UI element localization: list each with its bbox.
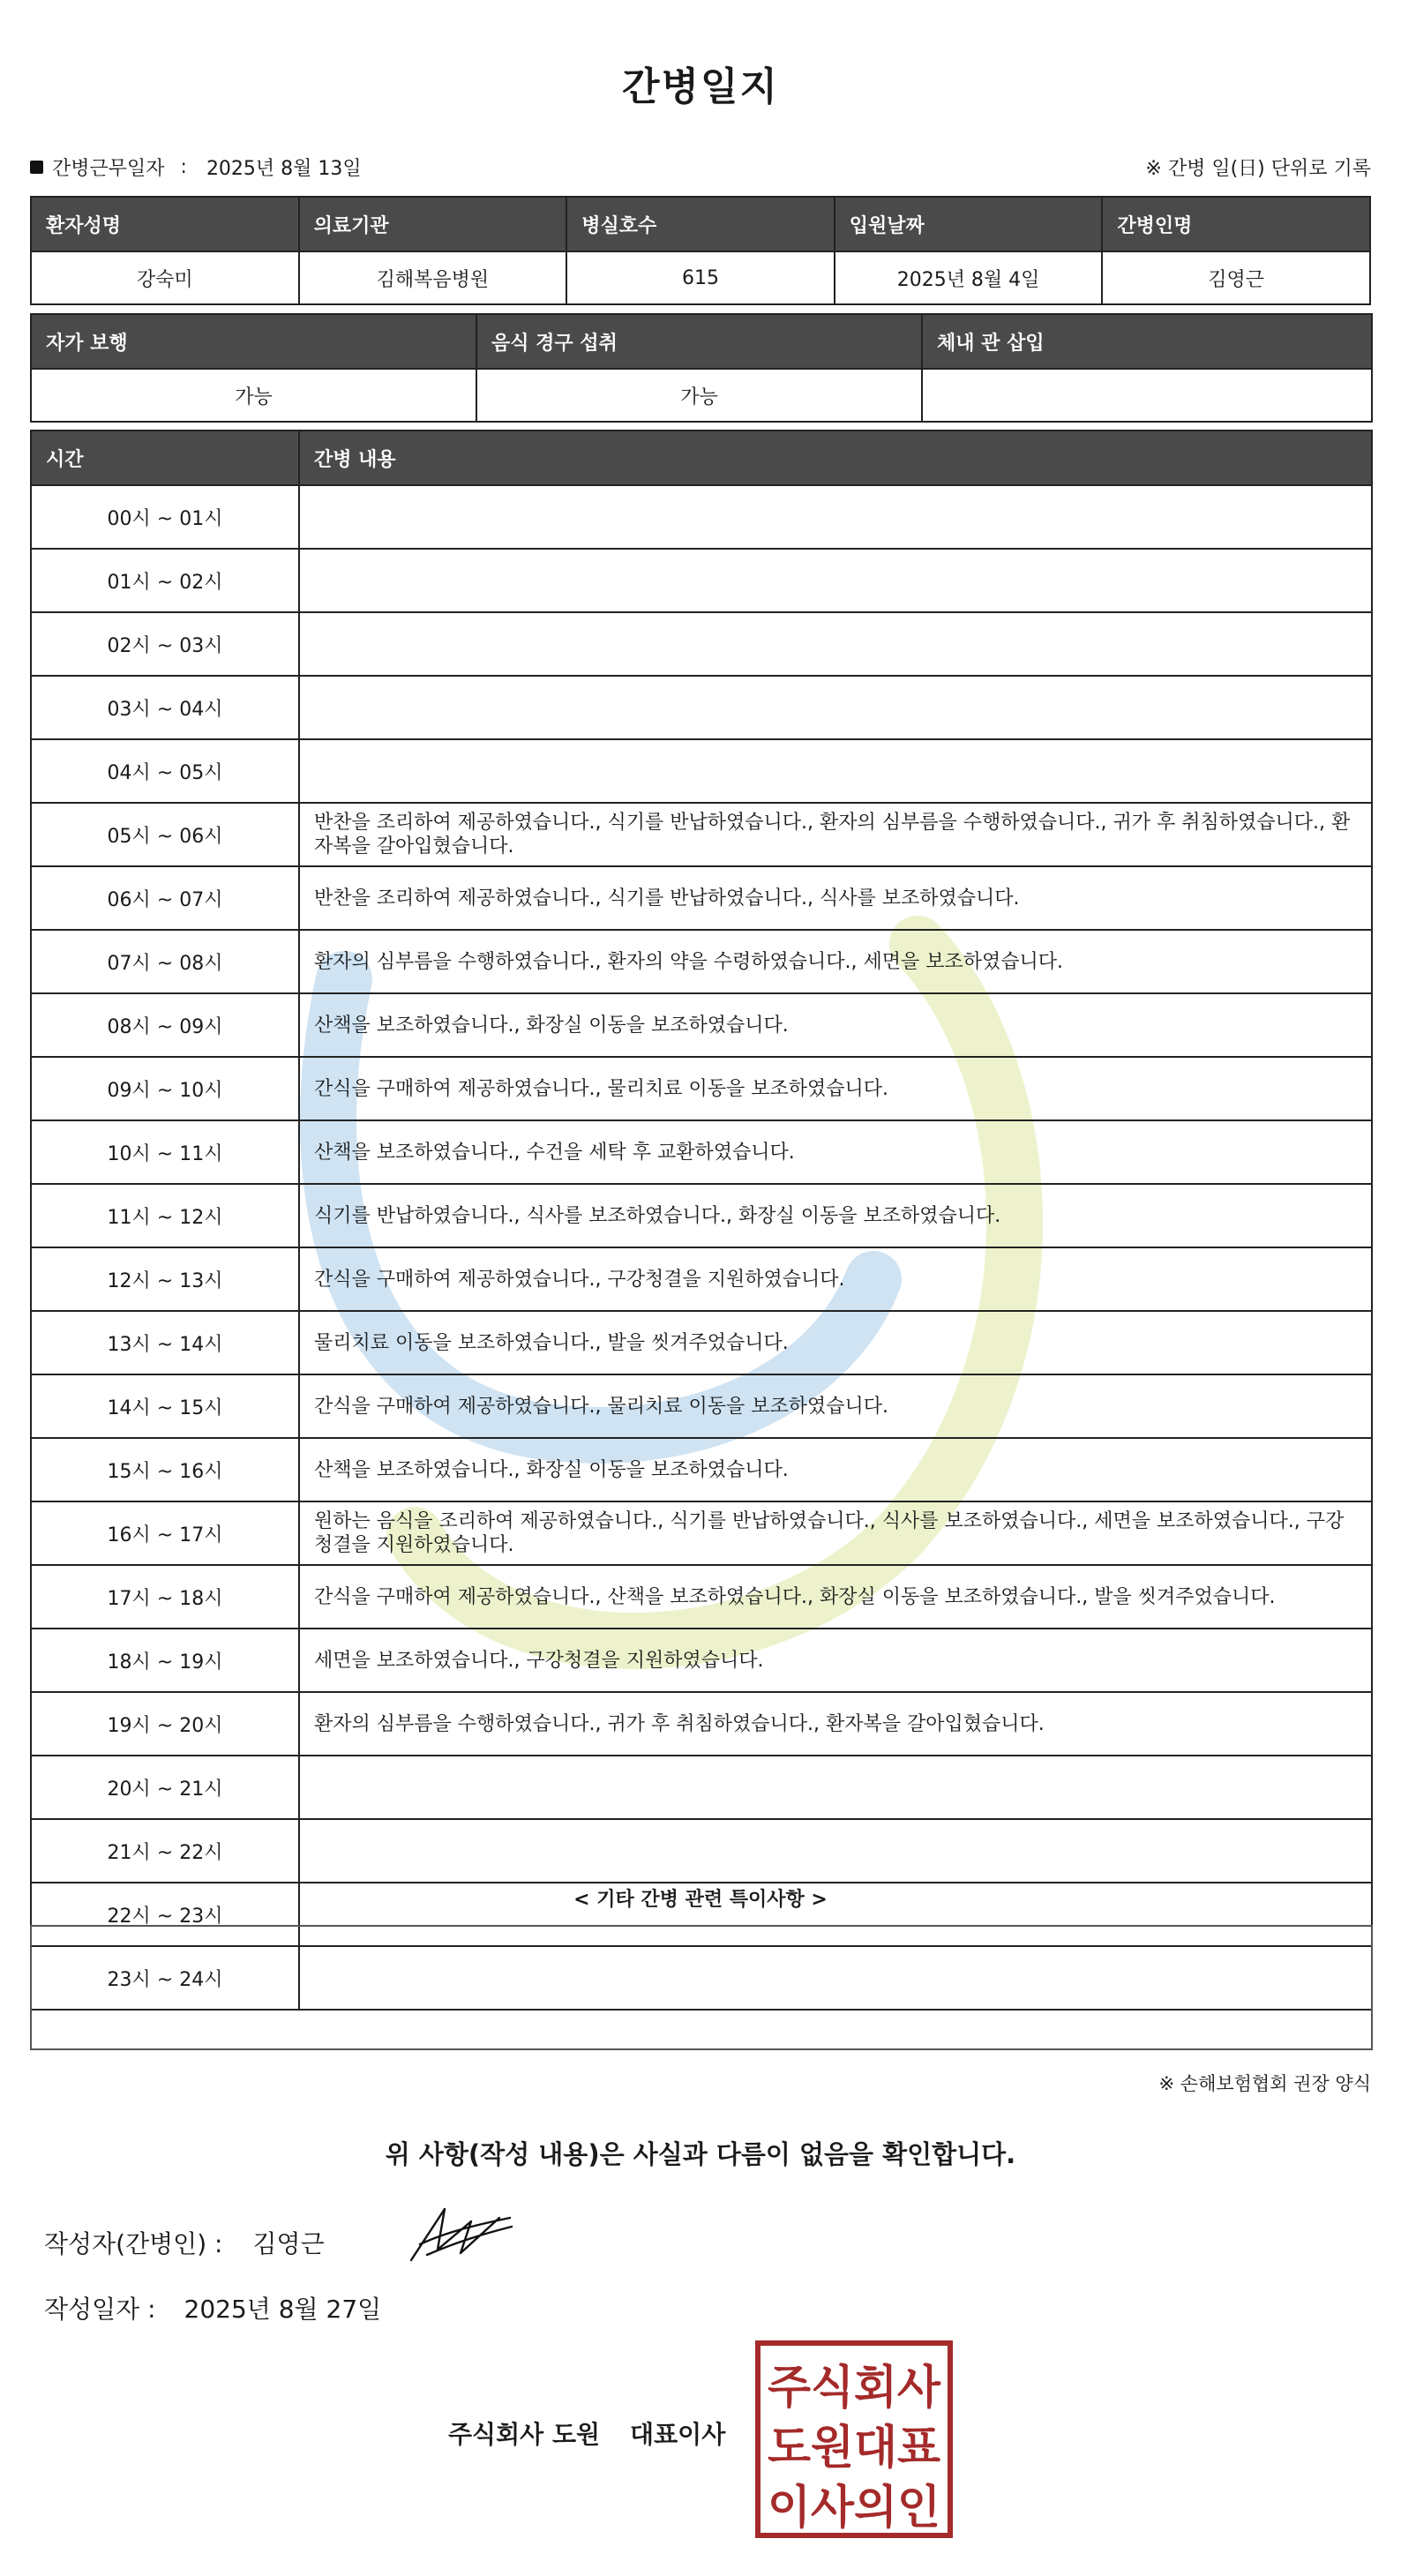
log-time: 14시 ~ 15시 — [31, 1374, 299, 1438]
work-date-value: 2025년 8월 13일 — [206, 158, 362, 180]
log-row — [31, 676, 1372, 739]
writer-line — [44, 2225, 325, 2260]
log-row — [31, 1057, 1372, 1120]
log-row — [31, 612, 1372, 676]
log-row — [31, 1120, 1372, 1184]
log-content: 반찬을 조리하여 제공하였습니다., 식기를 반납하였습니다., 환자의 심부름을 수행하였습니다., 귀가 후 취침하였습니다., 환자복을 갈아입혔습니다. — [299, 803, 1372, 866]
log-time: 03시 ~ 04시 — [31, 676, 299, 739]
header-oral-intake: 음식 경구 섭취 — [476, 314, 922, 369]
log-time: 05시 ~ 06시 — [31, 803, 299, 866]
bullet-icon — [30, 161, 43, 174]
header-hospital: 의료기관 — [299, 197, 567, 251]
log-row — [31, 1629, 1372, 1692]
seal-text-row-1: 주식회사 — [768, 2362, 941, 2415]
log-time: 21시 ~ 22시 — [31, 1819, 299, 1883]
log-time: 09시 ~ 10시 — [31, 1057, 299, 1120]
header-self-walking: 자가 보행 — [31, 314, 476, 369]
log-content — [299, 739, 1372, 803]
patient-status-table — [30, 313, 1373, 423]
document-title: 간병일지 — [621, 64, 779, 109]
log-row — [31, 1819, 1372, 1883]
log-content: 식기를 반납하였습니다., 식사를 보조하였습니다., 화장실 이동을 보조하였습니다. — [299, 1184, 1372, 1247]
company-seal — [754, 2340, 954, 2539]
log-time: 02시 ~ 03시 — [31, 612, 299, 676]
log-time: 00시 ~ 01시 — [31, 485, 299, 549]
header-tube-insertion: 체내 관 삽입 — [922, 314, 1372, 369]
log-time: 11시 ~ 12시 — [31, 1184, 299, 1247]
patient-name: 강숙미 — [31, 251, 299, 304]
admission-date: 2025년 8월 4일 — [835, 251, 1103, 304]
log-content: 환자의 심부름을 수행하였습니다., 귀가 후 취침하였습니다., 환자복을 갈아입혔습니다. — [299, 1692, 1372, 1756]
log-row — [31, 549, 1372, 612]
log-time: 08시 ~ 09시 — [31, 993, 299, 1057]
log-time: 19시 ~ 20시 — [31, 1692, 299, 1756]
log-row — [31, 1374, 1372, 1438]
work-date-label: 간병근무일자 — [52, 158, 165, 180]
company-name: 주식회사 도원 — [448, 2420, 601, 2449]
log-content: 간식을 구매하여 제공하였습니다., 물리치료 이동을 보조하였습니다. — [299, 1057, 1372, 1120]
seal-text-row-3: 이사의인 — [768, 2482, 940, 2535]
hospital: 김해복음병원 — [299, 251, 567, 304]
log-row — [31, 1692, 1372, 1756]
log-time: 04시 ~ 05시 — [31, 739, 299, 803]
confirmation-statement: 위 사항(작성 내용)은 사실과 다름이 없음을 확인합니다. — [385, 2139, 1016, 2169]
caregiver-name: 김영근 — [1102, 251, 1370, 304]
written-date: 2025년 8월 27일 — [184, 2295, 382, 2324]
log-time: 10시 ~ 11시 — [31, 1120, 299, 1184]
log-content: 간식을 구매하여 제공하였습니다., 산책을 보조하였습니다., 화장실 이동을 보조하였습니다., 발을 씻겨주었습니다. — [299, 1565, 1372, 1629]
header-room: 병실호수 — [566, 197, 835, 251]
header-caregiver-name: 간병인명 — [1102, 197, 1370, 251]
log-content: 간식을 구매하여 제공하였습니다., 구강청결을 지원하였습니다. — [299, 1247, 1372, 1311]
log-time: 16시 ~ 17시 — [31, 1501, 299, 1565]
log-content: 간식을 구매하여 제공하였습니다., 물리치료 이동을 보조하였습니다. — [299, 1374, 1372, 1438]
header-patient-name: 환자성명 — [31, 197, 299, 251]
log-row — [31, 866, 1372, 930]
oral-intake: 가능 — [476, 369, 922, 422]
written-date-label: 작성일자 : — [44, 2295, 156, 2324]
log-row — [31, 1247, 1372, 1311]
log-content — [299, 485, 1372, 549]
writer-label: 작성자(간병인) : — [44, 2229, 223, 2258]
header-time: 시간 — [31, 431, 299, 485]
self-walking: 가능 — [31, 369, 476, 422]
log-content — [299, 676, 1372, 739]
log-time: 13시 ~ 14시 — [31, 1311, 299, 1374]
log-row — [31, 1756, 1372, 1819]
signature — [402, 2191, 517, 2271]
log-time: 15시 ~ 16시 — [31, 1438, 299, 1501]
work-date — [30, 154, 362, 181]
company-line — [448, 2415, 725, 2451]
log-content: 산책을 보조하였습니다., 수건을 세탁 후 교환하였습니다. — [299, 1120, 1372, 1184]
log-row — [31, 1565, 1372, 1629]
log-content — [299, 549, 1372, 612]
log-time: 01시 ~ 02시 — [31, 549, 299, 612]
notes-title: < 기타 간병 관련 특이사항 > — [573, 1889, 828, 1911]
log-row — [31, 1311, 1372, 1374]
written-date-line — [44, 2290, 381, 2325]
log-time: 18시 ~ 19시 — [31, 1629, 299, 1692]
log-time: 06시 ~ 07시 — [31, 866, 299, 930]
log-time: 07시 ~ 08시 — [31, 930, 299, 993]
writer-name: 김영근 — [252, 2229, 325, 2258]
log-row — [31, 485, 1372, 549]
patient-info-table — [30, 196, 1371, 305]
log-time: 17시 ~ 18시 — [31, 1565, 299, 1629]
form-note: ※ 손해보험협회 권장 양식 — [1158, 2073, 1371, 2094]
log-content — [299, 1756, 1372, 1819]
log-time: 12시 ~ 13시 — [31, 1247, 299, 1311]
log-time: 23시 ~ 24시 — [31, 1946, 299, 2010]
notes-box — [30, 1925, 1373, 2050]
seal-text-row-2: 도원대표 — [768, 2422, 940, 2475]
log-content: 세면을 보조하였습니다., 구강청결을 지원하였습니다. — [299, 1629, 1372, 1692]
tube-insertion — [922, 369, 1372, 422]
log-content: 산책을 보조하였습니다., 화장실 이동을 보조하였습니다. — [299, 993, 1372, 1057]
log-content: 환자의 심부름을 수행하였습니다., 환자의 약을 수령하였습니다., 세면을 보조하였습니다. — [299, 930, 1372, 993]
log-content — [299, 612, 1372, 676]
room-number: 615 — [566, 251, 835, 304]
log-content: 원하는 음식을 조리하여 제공하였습니다., 식기를 반납하였습니다., 식사를 보조하였습니다., 세면을 보조하였습니다., 구강청결을 지원하였습니다. — [299, 1501, 1372, 1565]
header-admission-date: 입원날짜 — [835, 197, 1103, 251]
log-row — [31, 1184, 1372, 1247]
log-content: 산책을 보조하였습니다., 화장실 이동을 보조하였습니다. — [299, 1438, 1372, 1501]
header-care-content: 간병 내용 — [299, 431, 1372, 485]
representative-title: 대표이사 — [630, 2420, 726, 2449]
work-date-separator: : — [180, 156, 187, 178]
care-log-table — [30, 430, 1373, 2011]
log-row — [31, 930, 1372, 993]
log-content: 반찬을 조리하여 제공하였습니다., 식기를 반납하였습니다., 식사를 보조하였습니다. — [299, 866, 1372, 930]
log-content: 물리치료 이동을 보조하였습니다., 발을 씻겨주었습니다. — [299, 1311, 1372, 1374]
log-time: 22시 ~ 23시 — [31, 1883, 299, 1946]
unit-note: ※ 간병 일(日) 단위로 기록 — [1145, 158, 1371, 180]
log-row — [31, 739, 1372, 803]
log-row — [31, 1438, 1372, 1501]
log-time: 20시 ~ 21시 — [31, 1756, 299, 1819]
log-row — [31, 1501, 1372, 1565]
log-content — [299, 1819, 1372, 1883]
log-row — [31, 993, 1372, 1057]
log-row — [31, 803, 1372, 866]
